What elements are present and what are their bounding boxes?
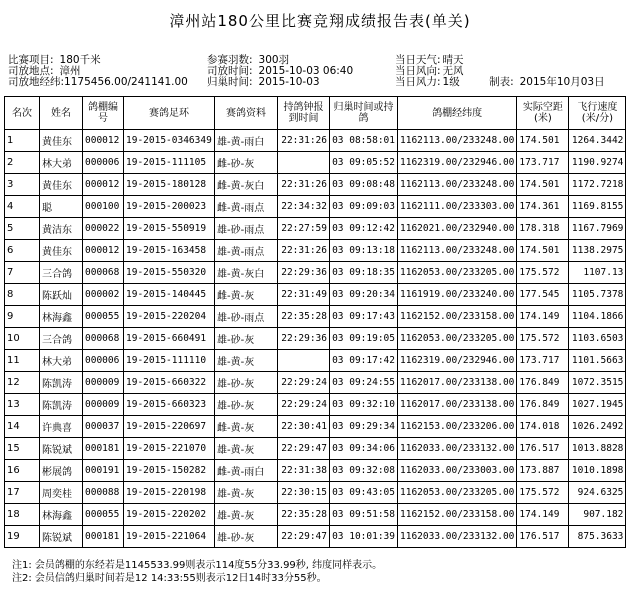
table-row xyxy=(5,328,626,350)
table-row xyxy=(5,240,626,262)
loft-coords-cell: 1162033.00/233132.00 xyxy=(398,438,517,460)
name-cell: 彬展鸽 xyxy=(40,460,83,482)
ring-cell: 19-2015-221064 xyxy=(124,526,215,548)
ring-cell: 19-2015-150282 xyxy=(124,460,215,482)
clock-in-cell: 22:29:24 xyxy=(278,394,330,416)
table-row xyxy=(5,460,626,482)
name-cell: 林大弟 xyxy=(40,350,83,372)
distance-cell: 174.018 xyxy=(517,416,569,438)
ring-cell: 19-2015-220697 xyxy=(124,416,215,438)
event-label: 比赛项目: xyxy=(8,54,54,66)
table-row xyxy=(5,504,626,526)
column-header: 归巢时间或持鸽 xyxy=(330,97,398,130)
column-header: 赛鸽足环 xyxy=(124,97,215,130)
speed-cell: 1010.1898 xyxy=(569,460,626,482)
loft-coords-cell: 1162113.00/233248.00 xyxy=(398,174,517,196)
loft-id-cell: 000012 xyxy=(83,240,124,262)
name-cell: 林海鑫 xyxy=(40,306,83,328)
loft-id-cell: 000006 xyxy=(83,350,124,372)
release-time-label: 司放时间: xyxy=(207,65,253,77)
ring-cell: 19-2015-220198 xyxy=(124,482,215,504)
name-cell: 黄佳东 xyxy=(40,130,83,152)
name-cell: 三合鸽 xyxy=(40,328,83,350)
speed-cell: 1167.7969 xyxy=(569,218,626,240)
ring-cell: 19-2015-221070 xyxy=(124,438,215,460)
arrival-time-cell: 03 09:29:34 xyxy=(330,416,398,438)
loft-id-cell: 000022 xyxy=(83,218,124,240)
arrival-time-cell: 03 09:13:18 xyxy=(330,240,398,262)
speed-cell: 907.182 xyxy=(569,504,626,526)
speed-cell: 875.3633 xyxy=(569,526,626,548)
loft-id-cell: 000006 xyxy=(83,152,124,174)
column-header: 鸽棚经纬度 xyxy=(398,97,517,130)
wind-direction-label: 当日风向: xyxy=(395,65,441,77)
wind-force-label: 当日风力: xyxy=(395,76,441,88)
loft-coords-cell: 1162033.00/233003.00 xyxy=(398,460,517,482)
loft-id-cell: 000009 xyxy=(83,372,124,394)
bird-info-cell: 雄-黄-灰 xyxy=(215,350,278,372)
loft-id-cell: 000181 xyxy=(83,438,124,460)
loft-coords-cell: 1162319.00/232946.00 xyxy=(398,350,517,372)
loft-coords-cell: 1162033.00/233132.00 xyxy=(398,526,517,548)
name-cell: 林海鑫 xyxy=(40,504,83,526)
speed-cell: 1101.5663 xyxy=(569,350,626,372)
rank-cell: 8 xyxy=(5,284,40,306)
clock-in-cell: 22:31:49 xyxy=(278,284,330,306)
table-row xyxy=(5,262,626,284)
ring-cell: 19-2015-163458 xyxy=(124,240,215,262)
column-header: 持鸽钟报到时间 xyxy=(278,97,330,130)
homing-date-info xyxy=(207,77,320,88)
arrival-time-cell: 03 09:17:43 xyxy=(330,306,398,328)
note-2: 注2: 会员信鸽归巢时间若是12 14:33:55则表示12日14时33分55秒。 xyxy=(12,573,327,584)
loft-id-cell: 000181 xyxy=(83,526,124,548)
speed-cell: 1103.6503 xyxy=(569,328,626,350)
ring-cell: 19-2015-660323 xyxy=(124,394,215,416)
name-cell: 陈锐斌 xyxy=(40,526,83,548)
loft-id-cell: 000068 xyxy=(83,328,124,350)
made-value: 2015年10月03日 xyxy=(519,76,605,88)
speed-cell: 1072.3515 xyxy=(569,372,626,394)
loft-coords-cell: 1162021.00/232940.00 xyxy=(398,218,517,240)
weather-label: 当日天气: xyxy=(395,54,441,66)
arrival-time-cell: 03 08:58:01 xyxy=(330,130,398,152)
arrival-time-cell: 03 09:24:55 xyxy=(330,372,398,394)
column-header: 名次 xyxy=(5,97,40,130)
rank-cell: 10 xyxy=(5,328,40,350)
table-row xyxy=(5,350,626,372)
loft-id-cell: 000191 xyxy=(83,460,124,482)
results-table xyxy=(4,96,626,548)
speed-cell: 1104.1866 xyxy=(569,306,626,328)
loft-coords-cell: 1162053.00/233205.00 xyxy=(398,482,517,504)
release-time-value: 2015-10-03 06:40 xyxy=(258,65,354,77)
clock-in-cell: 22:30:15 xyxy=(278,482,330,504)
bird-info-cell: 雄-砂-灰 xyxy=(215,394,278,416)
name-cell: 林大弟 xyxy=(40,152,83,174)
speed-cell: 1172.7218 xyxy=(569,174,626,196)
rank-cell: 17 xyxy=(5,482,40,504)
distance-cell: 177.545 xyxy=(517,284,569,306)
loft-id-cell: 000088 xyxy=(83,482,124,504)
table-row xyxy=(5,372,626,394)
distance-cell: 174.501 xyxy=(517,240,569,262)
clock-in-cell: 22:29:47 xyxy=(278,438,330,460)
table-row xyxy=(5,174,626,196)
name-cell: 陈锐斌 xyxy=(40,438,83,460)
ring-cell: 19-2015-111105 xyxy=(124,152,215,174)
arrival-time-cell: 03 09:19:05 xyxy=(330,328,398,350)
speed-cell: 1264.3442 xyxy=(569,130,626,152)
loft-coords-cell: 1162153.00/233206.00 xyxy=(398,416,517,438)
arrival-time-cell: 03 09:12:42 xyxy=(330,218,398,240)
bird-info-cell: 雄-黄-雨点 xyxy=(215,240,278,262)
rank-cell: 3 xyxy=(5,174,40,196)
ring-cell: 19-2015-0346349 xyxy=(124,130,215,152)
distance-cell: 176.517 xyxy=(517,438,569,460)
made-label: 制表: xyxy=(489,76,514,88)
loft-coords-cell: 1162111.00/233303.00 xyxy=(398,196,517,218)
bird-info-cell: 雄-砂-灰 xyxy=(215,526,278,548)
homing-date-label: 归巢时间: xyxy=(207,76,253,88)
arrival-time-cell: 03 09:08:48 xyxy=(330,174,398,196)
loft-id-cell: 000002 xyxy=(83,284,124,306)
rank-cell: 12 xyxy=(5,372,40,394)
bird-info-cell: 雄-黄-灰 xyxy=(215,438,278,460)
loft-id-cell: 000009 xyxy=(83,394,124,416)
entries-value: 300羽 xyxy=(258,54,290,66)
ring-cell: 19-2015-660491 xyxy=(124,328,215,350)
speed-cell: 1169.8155 xyxy=(569,196,626,218)
loft-coords-cell: 1162017.00/233138.00 xyxy=(398,394,517,416)
ring-cell: 19-2015-200023 xyxy=(124,196,215,218)
release-coords-info xyxy=(8,77,188,88)
bird-info-cell: 雌-黄-雨白 xyxy=(215,460,278,482)
distance-cell: 175.572 xyxy=(517,328,569,350)
column-header: 鸽棚编号 xyxy=(83,97,124,130)
name-cell: 陈凯涛 xyxy=(40,394,83,416)
name-cell: 黄佳东 xyxy=(40,240,83,262)
column-header: 实际空距(米) xyxy=(517,97,569,130)
ring-cell: 19-2015-220204 xyxy=(124,306,215,328)
arrival-time-cell: 03 09:05:52 xyxy=(330,152,398,174)
table-row xyxy=(5,284,626,306)
table-row xyxy=(5,416,626,438)
distance-cell: 174.149 xyxy=(517,504,569,526)
distance-cell: 173.717 xyxy=(517,350,569,372)
clock-in-cell: 22:35:28 xyxy=(278,306,330,328)
ring-cell: 19-2015-550320 xyxy=(124,262,215,284)
bird-info-cell: 雄-砂-灰 xyxy=(215,328,278,350)
distance-cell: 175.572 xyxy=(517,482,569,504)
clock-in-cell: 22:30:41 xyxy=(278,416,330,438)
table-row xyxy=(5,306,626,328)
clock-in-cell: 22:29:36 xyxy=(278,262,330,284)
table-row xyxy=(5,130,626,152)
rank-cell: 1 xyxy=(5,130,40,152)
arrival-time-cell: 03 09:18:35 xyxy=(330,262,398,284)
bird-info-cell: 雌-黄-灰 xyxy=(215,416,278,438)
name-cell: 三合鸽 xyxy=(40,262,83,284)
table-body xyxy=(5,130,626,548)
rank-cell: 15 xyxy=(5,438,40,460)
distance-cell: 176.849 xyxy=(517,372,569,394)
distance-cell: 173.717 xyxy=(517,152,569,174)
release-site-label: 司放地点: xyxy=(8,65,54,77)
ring-cell: 19-2015-550919 xyxy=(124,218,215,240)
loft-coords-cell: 1162319.00/232946.00 xyxy=(398,152,517,174)
rank-cell: 16 xyxy=(5,460,40,482)
wind-force-info xyxy=(395,77,605,88)
distance-cell: 178.318 xyxy=(517,218,569,240)
rank-cell: 4 xyxy=(5,196,40,218)
name-cell: 陈跃灿 xyxy=(40,284,83,306)
distance-cell: 174.501 xyxy=(517,130,569,152)
distance-cell: 174.361 xyxy=(517,196,569,218)
ring-cell: 19-2015-220202 xyxy=(124,504,215,526)
clock-in-cell: 22:35:28 xyxy=(278,504,330,526)
weather-value: 晴天 xyxy=(442,54,464,66)
speed-cell: 1138.2975 xyxy=(569,240,626,262)
clock-in-cell: 22:34:32 xyxy=(278,196,330,218)
rank-cell: 6 xyxy=(5,240,40,262)
arrival-time-cell: 03 09:17:42 xyxy=(330,350,398,372)
rank-cell: 19 xyxy=(5,526,40,548)
ring-cell: 19-2015-180128 xyxy=(124,174,215,196)
name-cell: 周奕桂 xyxy=(40,482,83,504)
bird-info-cell: 雄-砂-雨点 xyxy=(215,306,278,328)
arrival-time-cell: 03 10:01:39 xyxy=(330,526,398,548)
arrival-time-cell: 03 09:20:34 xyxy=(330,284,398,306)
bird-info-cell: 雄-黄-雨白 xyxy=(215,130,278,152)
speed-cell: 1105.7378 xyxy=(569,284,626,306)
note-1: 注1: 会员鸽棚的东经若是1145533.99则表示114度55分33.99秒, 纬度同样表示。 xyxy=(12,560,383,571)
release-coords-label: 司放地经纬: xyxy=(8,76,65,88)
table-row xyxy=(5,394,626,416)
ring-cell: 19-2015-140445 xyxy=(124,284,215,306)
rank-cell: 13 xyxy=(5,394,40,416)
loft-id-cell: 000012 xyxy=(83,130,124,152)
release-coords-value: 1175456.00/241141.00 xyxy=(64,76,188,88)
loft-id-cell: 000068 xyxy=(83,262,124,284)
rank-cell: 11 xyxy=(5,350,40,372)
speed-cell: 1026.2492 xyxy=(569,416,626,438)
bird-info-cell: 雌-黄-灰白 xyxy=(215,174,278,196)
name-cell: 黄洁东 xyxy=(40,218,83,240)
wind-force-value: 1级 xyxy=(442,76,460,88)
table-row xyxy=(5,482,626,504)
arrival-time-cell: 03 09:09:03 xyxy=(330,196,398,218)
arrival-time-cell: 03 09:32:08 xyxy=(330,460,398,482)
bird-info-cell: 雌-砂-灰 xyxy=(215,152,278,174)
bird-info-cell: 雄-砂-雨点 xyxy=(215,218,278,240)
rank-cell: 7 xyxy=(5,262,40,284)
arrival-time-cell: 03 09:32:10 xyxy=(330,394,398,416)
column-header: 赛鸽资料 xyxy=(215,97,278,130)
wind-direction-value: 无风 xyxy=(442,65,464,77)
bird-info-cell: 雄-砂-灰 xyxy=(215,372,278,394)
loft-coords-cell: 1162053.00/233205.00 xyxy=(398,328,517,350)
report-title: 漳州站180公里比赛竞翔成绩报告表(单关) xyxy=(169,12,471,30)
table-header-row xyxy=(5,97,626,130)
speed-cell: 1190.9274 xyxy=(569,152,626,174)
arrival-time-cell: 03 09:43:05 xyxy=(330,482,398,504)
rank-cell: 5 xyxy=(5,218,40,240)
ring-cell: 19-2015-660322 xyxy=(124,372,215,394)
table-row xyxy=(5,526,626,548)
distance-cell: 173.887 xyxy=(517,460,569,482)
clock-in-cell: 22:31:26 xyxy=(278,240,330,262)
rank-cell: 9 xyxy=(5,306,40,328)
clock-in-cell: 22:31:26 xyxy=(278,174,330,196)
distance-cell: 175.572 xyxy=(517,262,569,284)
loft-coords-cell: 1161919.00/233240.00 xyxy=(398,284,517,306)
column-header: 飞行速度(米/分) xyxy=(569,97,626,130)
loft-coords-cell: 1162152.00/233158.00 xyxy=(398,306,517,328)
name-cell: 聪 xyxy=(40,196,83,218)
arrival-time-cell: 03 09:34:06 xyxy=(330,438,398,460)
clock-in-cell: 22:31:38 xyxy=(278,460,330,482)
clock-in-cell: 22:29:24 xyxy=(278,372,330,394)
bird-info-cell: 雌-黄-雨点 xyxy=(215,196,278,218)
bird-info-cell: 雄-黄-灰白 xyxy=(215,262,278,284)
table-row xyxy=(5,152,626,174)
speed-cell: 1027.1945 xyxy=(569,394,626,416)
release-site-value: 漳州 xyxy=(59,65,81,77)
clock-in-cell: 22:29:47 xyxy=(278,526,330,548)
rank-cell: 14 xyxy=(5,416,40,438)
event-value: 180千米 xyxy=(59,54,101,66)
loft-id-cell: 000055 xyxy=(83,504,124,526)
loft-id-cell: 000055 xyxy=(83,306,124,328)
distance-cell: 176.517 xyxy=(517,526,569,548)
speed-cell: 924.6325 xyxy=(569,482,626,504)
table-row xyxy=(5,196,626,218)
loft-coords-cell: 1162053.00/233205.00 xyxy=(398,262,517,284)
clock-in-cell xyxy=(278,350,330,372)
bird-info-cell: 雌-黄-灰 xyxy=(215,284,278,306)
column-header: 姓名 xyxy=(40,97,83,130)
loft-id-cell: 000012 xyxy=(83,174,124,196)
rank-cell: 18 xyxy=(5,504,40,526)
clock-in-cell: 22:29:36 xyxy=(278,328,330,350)
bird-info-cell: 雄-黄-灰 xyxy=(215,482,278,504)
loft-id-cell: 000100 xyxy=(83,196,124,218)
name-cell: 陈凯涛 xyxy=(40,372,83,394)
loft-coords-cell: 1162113.00/233248.00 xyxy=(398,130,517,152)
speed-cell: 1013.8828 xyxy=(569,438,626,460)
ring-cell: 19-2015-111110 xyxy=(124,350,215,372)
bird-info-cell: 雄-黄-灰 xyxy=(215,504,278,526)
distance-cell: 176.849 xyxy=(517,394,569,416)
clock-in-cell: 22:27:59 xyxy=(278,218,330,240)
table-row xyxy=(5,438,626,460)
entries-label: 参赛羽数: xyxy=(207,54,253,66)
loft-coords-cell: 1162017.00/233138.00 xyxy=(398,372,517,394)
clock-in-cell: 22:31:26 xyxy=(278,130,330,152)
loft-coords-cell: 1162152.00/233158.00 xyxy=(398,504,517,526)
loft-coords-cell: 1162113.00/233248.00 xyxy=(398,240,517,262)
homing-date-value: 2015-10-03 xyxy=(258,76,320,88)
clock-in-cell xyxy=(278,152,330,174)
arrival-time-cell: 03 09:51:58 xyxy=(330,504,398,526)
loft-id-cell: 000037 xyxy=(83,416,124,438)
distance-cell: 174.501 xyxy=(517,174,569,196)
name-cell: 许典喜 xyxy=(40,416,83,438)
table-row xyxy=(5,218,626,240)
distance-cell: 174.149 xyxy=(517,306,569,328)
name-cell: 黄佳东 xyxy=(40,174,83,196)
speed-cell: 1107.13 xyxy=(569,262,626,284)
rank-cell: 2 xyxy=(5,152,40,174)
